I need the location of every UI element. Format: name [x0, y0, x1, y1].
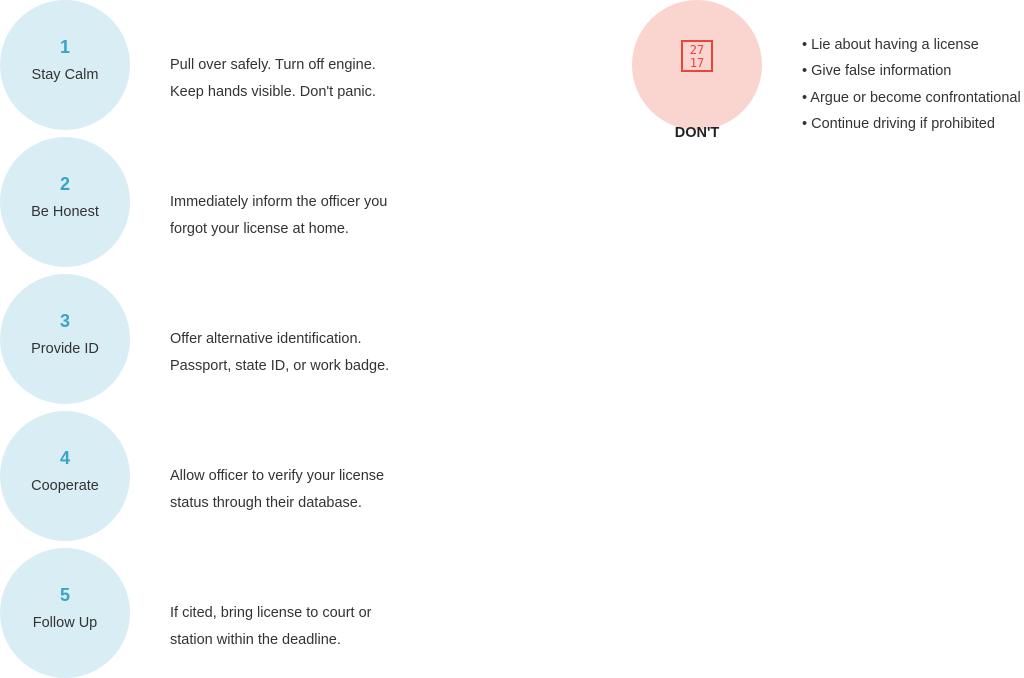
step-3-number: 3 — [59, 311, 70, 331]
step-1-desc-line-2: Keep hands visible. Don't panic. — [170, 83, 376, 100]
step-1-circle — [0, 0, 130, 130]
dont-label: DON'T — [674, 125, 720, 141]
step-5-desc-line-1: If cited, bring license to court or — [170, 605, 372, 621]
step-2-desc-line-2: forgot your license at home. — [170, 220, 349, 237]
step-5-circle — [0, 548, 130, 678]
step-5-desc-line-2: station within the deadline. — [170, 631, 341, 648]
step-3-desc-line-2: Passport, state ID, or work badge. — [170, 357, 390, 374]
dont-item-1: • Lie about having a license — [802, 37, 979, 53]
step-1-desc-line-1: Pull over safely. Turn off engine. — [170, 57, 376, 73]
dont-list — [802, 32, 1024, 137]
step-4-number: 4 — [59, 448, 70, 468]
step-3-desc-line-1: Offer alternative identification. — [170, 331, 362, 347]
step-4-desc-line-2: status through their database. — [170, 494, 362, 511]
step-4-description — [170, 463, 430, 516]
step-4-desc-line-1: Allow officer to verify your license — [170, 468, 385, 484]
dont-item-4: • Continue driving if prohibited — [802, 115, 995, 132]
step-5-description — [170, 600, 430, 653]
step-4-circle — [0, 411, 130, 541]
step-5-number: 5 — [59, 585, 70, 605]
step-4-title: Cooperate — [31, 478, 99, 494]
step-1-number: 1 — [59, 37, 70, 57]
step-3-circle — [0, 274, 130, 404]
step-1-title: Stay Calm — [31, 67, 99, 83]
step-2-circle — [0, 137, 130, 267]
step-1-description — [170, 52, 430, 105]
dont-icon-code-top: 27 — [689, 43, 705, 57]
step-2-description — [170, 189, 430, 242]
step-3-description — [170, 326, 430, 379]
step-2-title: Be Honest — [31, 204, 99, 220]
dont-item-3: • Argue or become confrontational — [802, 89, 1021, 106]
dont-icon-code-bottom: 17 — [689, 56, 705, 70]
step-2-desc-line-1: Immediately inform the officer you — [170, 194, 388, 210]
step-3-title: Provide ID — [31, 341, 99, 357]
dont-item-2: • Give false information — [802, 63, 952, 80]
step-2-number: 2 — [59, 174, 70, 194]
missing-glyph-box-icon — [681, 40, 713, 72]
step-5-title: Follow Up — [32, 615, 98, 631]
